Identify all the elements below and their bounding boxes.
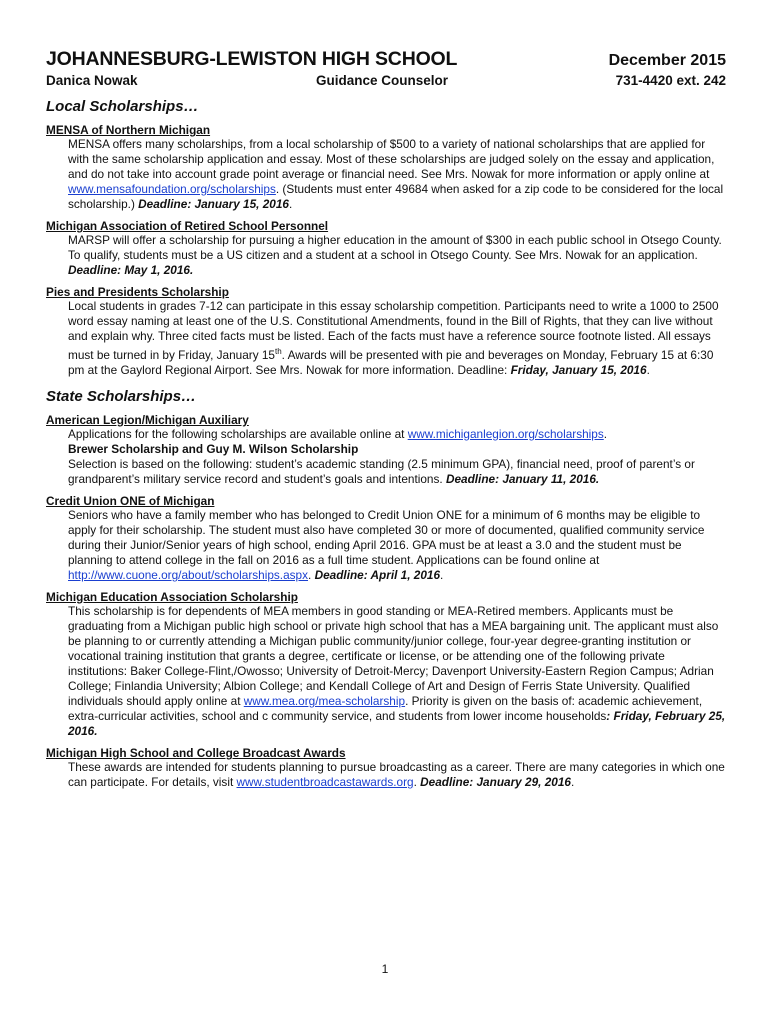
entry-pies	[46, 285, 726, 378]
body-text: Selection is based on the following: student’s academic standing (2.5 minimum GPA), financial need, proof of parent’s or grandparent’s military service record and student’s goals and intentions.	[68, 456, 695, 486]
state-scholarships-heading: State Scholarships…	[46, 387, 197, 405]
entry-body	[46, 508, 726, 583]
entry-title: Credit Union ONE of Michigan	[46, 493, 215, 508]
entry-marsp	[46, 219, 726, 278]
deadline: Deadline: January 29, 2016	[420, 774, 571, 789]
mea-link[interactable]: www.mea.org/mea-scholarship	[243, 693, 406, 708]
cuone-link[interactable]: http://www.cuone.org/about/scholarships.aspx	[68, 567, 309, 582]
body-text: Applications for the following scholarships are available online at	[68, 426, 408, 441]
body-text: .	[440, 567, 444, 582]
deadline: Deadline: January 15, 2016	[138, 197, 289, 211]
counselor-name: Danica Nowak	[46, 73, 138, 88]
entry-title: American Legion/Michigan Auxiliary	[46, 412, 249, 427]
body-text: .	[308, 567, 315, 582]
counselor-title: Guidance Counselor	[316, 73, 449, 88]
superscript: th	[275, 347, 282, 356]
body-text: These awards are intended for students planning to pursue broadcasting as a career. There are many categories in which one can participate. For details, visit	[68, 759, 725, 789]
deadline: Friday, January 15, 2016	[510, 362, 647, 377]
mensa-link[interactable]: www.mensafoundation.org/scholarships	[68, 182, 276, 196]
local-scholarships-heading: Local Scholarships…	[46, 98, 199, 115]
body-text: .	[288, 197, 293, 211]
entry-body	[46, 427, 726, 487]
entry-body	[46, 137, 726, 212]
body-text: . Awards will be presented with pie and beverages on Monday, February 15 at 6:30 pm at the Gaylord Regional Airport. See Mrs. Nowak for more information. Deadline:	[68, 347, 714, 377]
entry-title: Michigan Education Association Scholarship	[46, 589, 298, 604]
deadline: Deadline: May 1, 2016.	[68, 263, 194, 277]
newsletter-date: December 2015	[608, 52, 726, 69]
entry-body	[46, 233, 726, 278]
body-text: .	[570, 774, 575, 789]
body-text: This scholarship is for dependents of MEA members in good standing or MEA-Retired members. Applicants must be graduating from a Michigan public high school or private high school that has a MEA bargaining unit. The applicant must also be planning to or currently attending a Michigan public community/junior college, four-year degree-granting institution or vocational training institution that grants a degree, certificate or license, or be attending one of the following private institutions: Baker College-Flint,/Owosso; University of Detroit-Mercy; Davenport University-Eastern Region Campus; Adrian College; Finlandia University; Albion College; and Kendall College of Art and Design of Ferris State University. Qualified individuals should apply online at	[68, 603, 719, 708]
entry-title: MENSA of Northern Michigan	[46, 123, 211, 137]
sub-heading: Brewer Scholarship and Guy M. Wilson Scholarship	[68, 441, 359, 456]
counselor-row	[46, 73, 726, 88]
body-text: Local students in grades 7-12 can participate in this essay scholarship competition. Participants need to write a 1000 to 2500 word essay naming at least one of the U.S. Constitutional Amendments, found in the Bill of Rights, that they can live without and explain why. Three cited facts must be listed. Each of the facts must have a reference source footnote listed. All essays must be turned in by Friday, January 15	[68, 299, 719, 362]
body-text: . (Students must enter 49684 when asked for a zip code to be considered for the local scholarship.)	[68, 182, 724, 211]
entry-mea	[46, 590, 726, 739]
entry-title: Pies and Presidents Scholarship	[46, 285, 229, 299]
entry-cuone	[46, 494, 726, 583]
deadline: Deadline: April 1, 2016	[314, 567, 441, 582]
entry-title: Michigan Association of Retired School Personnel	[46, 219, 329, 233]
body-text: MENSA offers many scholarships, from a local scholarship of $500 to a variety of national scholarships that are applied for with the same scholarship application and essay. Most of these scholarships are judged solely on the essay and application, and do not take into account grade point average or financial need. See Mrs. Nowak for more information or apply online at	[68, 137, 715, 181]
body-text: .	[646, 362, 650, 377]
entry-body	[46, 604, 726, 739]
broadcast-link[interactable]: www.studentbroadcastawards.org	[236, 774, 414, 789]
entry-body	[46, 299, 726, 378]
body-text: .	[603, 426, 608, 441]
deadline: : Friday, February 25, 2016.	[68, 708, 726, 738]
body-text: . Priority is given on the basis of: academic achievement, extra-curricular activities, school and c community service, and students from lower income households	[68, 693, 703, 723]
body-text: .	[413, 774, 421, 789]
body-text: MARSP will offer a scholarship for pursuing a higher education in the amount of $300 in each public school in Otsego County. To qualify, students must be a US citizen and a student at a school in Otsego County. See Mrs. Nowak for an application.	[68, 233, 722, 262]
entry-mensa	[46, 123, 726, 212]
document-page	[46, 48, 726, 797]
entry-broadcast	[46, 746, 726, 790]
page-number: 1	[381, 962, 389, 976]
deadline: Deadline: January 11, 2016.	[445, 471, 600, 486]
entry-body	[46, 760, 726, 790]
legion-link[interactable]: www.michiganlegion.org/scholarships	[407, 426, 604, 441]
entry-legion	[46, 413, 726, 487]
counselor-phone: 731-4420 ext. 242	[615, 73, 726, 88]
entry-title: Michigan High School and College Broadcast Awards	[46, 745, 346, 760]
school-name: JOHANNESBURG-LEWISTON HIGH SCHOOL	[46, 48, 458, 70]
header-row	[46, 48, 726, 71]
body-text: Seniors who have a family member who has belonged to Credit Union ONE for a minimum of 6 months may be eligible to apply for their scholarship. The student must also have completed 30 or more of documented, qualified community service during their Junior/Senior years of high school, ending April 2016. GPA must be at least a 3.0 and the student must be planning to attend college in the fall on 2016 as a full time student. Applications can be found online at	[68, 507, 705, 567]
